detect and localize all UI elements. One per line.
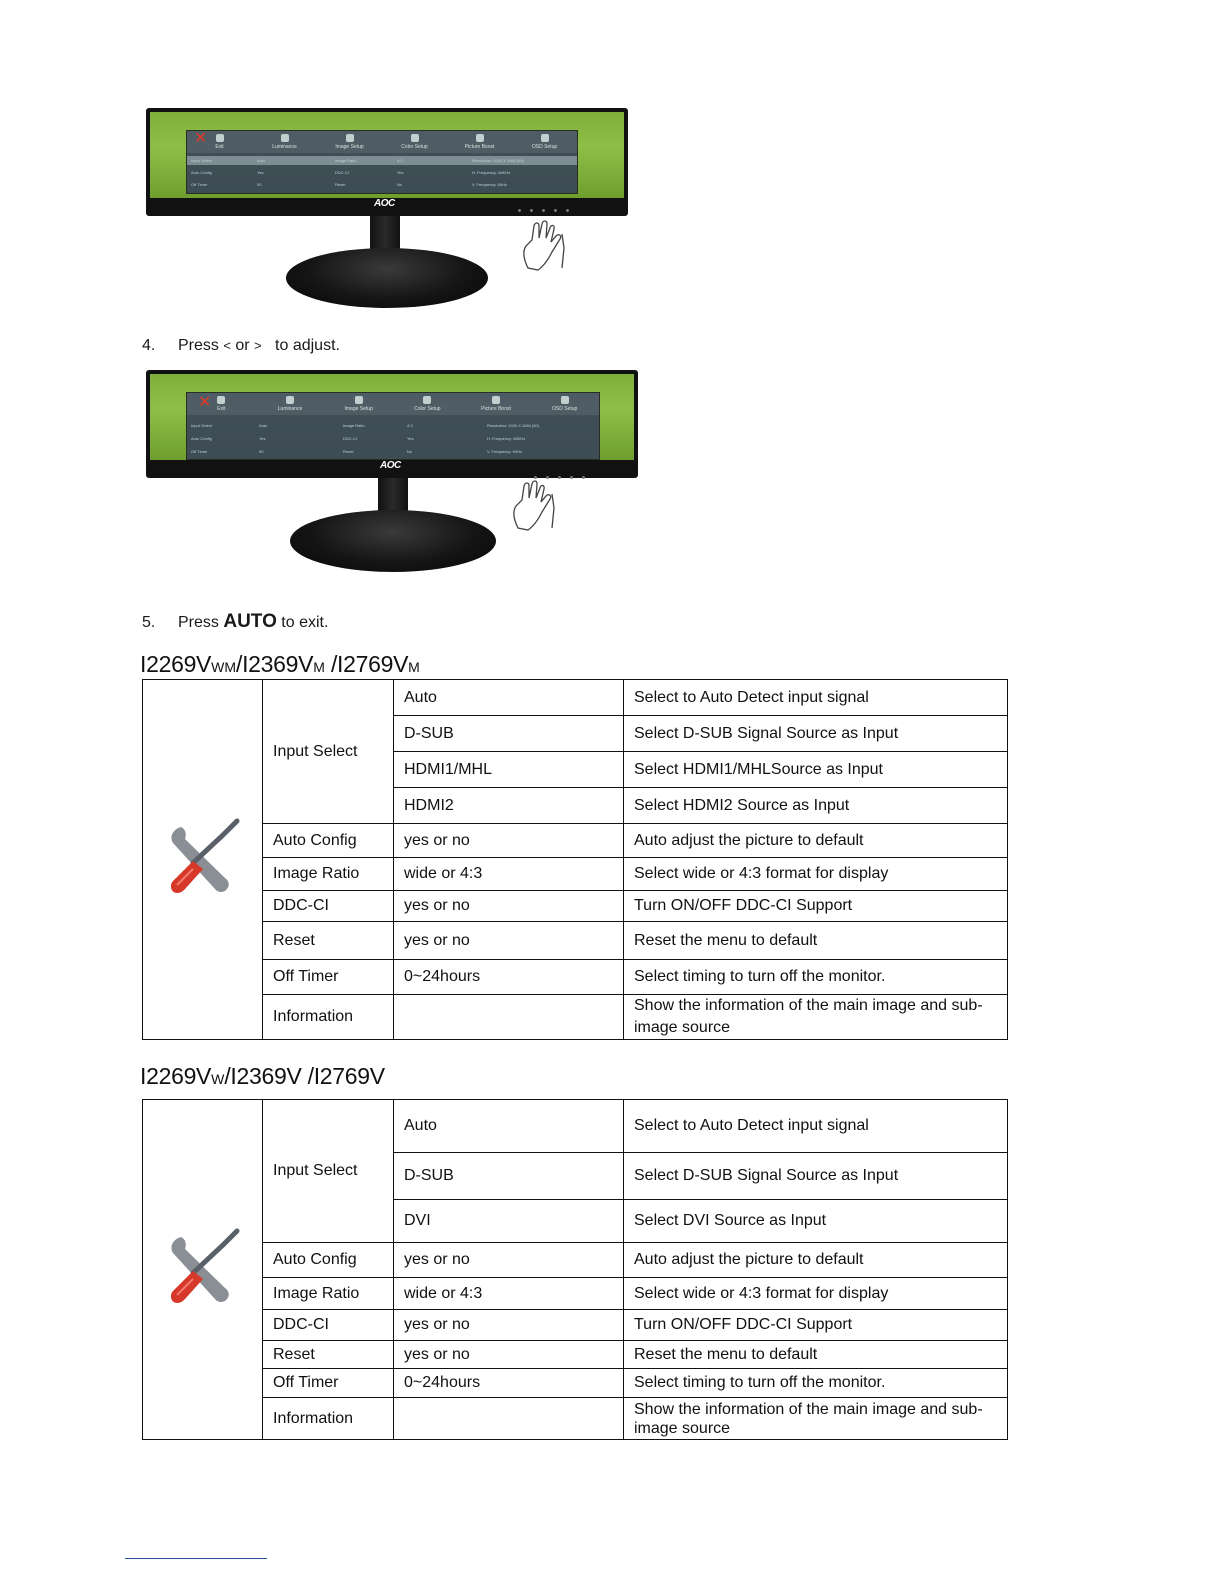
monitor-illustration-2 — [146, 370, 642, 574]
osd-menu — [186, 130, 578, 194]
setting-cell: Information — [263, 995, 394, 1040]
desc-cell: Turn ON/OFF DDC-CI Support — [624, 891, 1008, 922]
desc-cell: Auto adjust the picture to default — [624, 824, 1008, 858]
table-row — [143, 1369, 1008, 1398]
step-text: to exit. — [281, 614, 329, 631]
osd-row — [187, 447, 599, 456]
table-row — [143, 922, 1008, 960]
hand-icon — [508, 478, 560, 534]
option-cell — [394, 995, 624, 1040]
osd-tab-luminance: Luminance — [252, 131, 317, 153]
table-row — [143, 1398, 1008, 1440]
osd-cell: Input Select — [191, 423, 213, 428]
desc-cell: Select DVI Source as Input — [624, 1200, 1008, 1243]
osd-cell: Auto Config — [191, 436, 212, 441]
step-text: or — [235, 337, 250, 354]
heading-part: /I2769V — [324, 651, 409, 677]
osd-cell: Image Ratio — [335, 158, 357, 163]
osd-cell: Auto — [259, 423, 268, 428]
heading-subscript: W — [211, 1071, 225, 1087]
osd-cell: H. Frequency: 66KHz — [472, 170, 511, 175]
osd-menu — [186, 392, 600, 460]
desc-cell: Show the information of the main image and sub-image source — [624, 995, 1008, 1040]
setting-cell: DDC-CI — [263, 1310, 394, 1341]
setting-cell: Reset — [263, 922, 394, 960]
option-cell — [394, 1398, 624, 1440]
setting-cell: Reset — [263, 1341, 394, 1369]
option-cell: HDMI1/MHL — [394, 752, 624, 788]
osd-tab-image-setup: Image Setup — [324, 393, 393, 415]
hand-icon — [518, 218, 570, 274]
osd-cell: Resolution: 1920 X 1080 (60) — [487, 423, 540, 428]
osd-tab-color-setup: Color Setup — [382, 131, 447, 153]
osd-cell: V. Frequency: 60Hz — [487, 449, 522, 454]
section-2-heading — [140, 1063, 385, 1090]
desc-cell: Select to Auto Detect input signal — [624, 1100, 1008, 1153]
setting-cell: Input Select — [263, 680, 394, 824]
monitor-illustration-1 — [146, 108, 630, 308]
osd-tab-picture-boost: Picture Boost — [447, 131, 512, 153]
desc-cell: Select to Auto Detect input signal — [624, 680, 1008, 716]
desc-cell: Reset the menu to default — [624, 1341, 1008, 1369]
setting-cell: Auto Config — [263, 1243, 394, 1278]
osd-row — [187, 156, 577, 165]
osd-cell: 4:3 — [397, 158, 403, 163]
setting-cell: Auto Config — [263, 824, 394, 858]
desc-cell: Select D-SUB Signal Source as Input — [624, 716, 1008, 752]
table-row — [143, 995, 1008, 1040]
table-row — [143, 891, 1008, 922]
option-cell: yes or no — [394, 1243, 624, 1278]
setting-cell: Off Timer — [263, 1369, 394, 1398]
heading-part: /I2369V — [236, 651, 314, 677]
tools-icon-cell — [143, 680, 263, 1040]
setting-cell: Image Ratio — [263, 1278, 394, 1310]
footnote-divider — [125, 1558, 267, 1559]
setting-cell: Image Ratio — [263, 858, 394, 891]
auto-key: AUTO — [223, 611, 277, 632]
osd-tab-osd-setup: OSD Setup — [512, 131, 577, 153]
step-4 — [142, 337, 340, 355]
option-cell: 0~24hours — [394, 960, 624, 995]
settings-table-1 — [142, 679, 1008, 1040]
tools-icon-cell — [143, 1100, 263, 1440]
option-cell: D-SUB — [394, 716, 624, 752]
table-row — [143, 1100, 1008, 1153]
monitor-base — [290, 510, 496, 572]
table-row — [143, 1243, 1008, 1278]
osd-cell: 4:3 — [407, 423, 413, 428]
tools-icon — [163, 1225, 243, 1309]
heading-subscript: M — [408, 659, 420, 675]
osd-cell: Yes — [259, 436, 266, 441]
tools-icon — [163, 815, 243, 899]
osd-cell: 00 — [259, 449, 264, 454]
osd-tab-picture-boost: Picture Boost — [462, 393, 531, 415]
osd-cell: DDC-CI — [335, 170, 349, 175]
osd-cell: 00 — [257, 182, 262, 187]
option-cell: DVI — [394, 1200, 624, 1243]
heading-part: I2269V — [140, 651, 212, 677]
osd-cell: No — [407, 449, 413, 454]
osd-tab-color-setup: Color Setup — [393, 393, 462, 415]
setting-cell: Information — [263, 1398, 394, 1440]
desc-cell: Select timing to turn off the monitor. — [624, 960, 1008, 995]
osd-cell: Resolution: 1920 X 1080 (60) — [472, 158, 525, 163]
osd-tab-exit: Exit — [187, 131, 252, 153]
bezel-buttons — [518, 209, 569, 212]
heading-subscript: M — [313, 659, 325, 675]
table-row — [143, 858, 1008, 891]
osd-tools-icon: ✕ — [194, 130, 208, 147]
desc-cell: Turn ON/OFF DDC-CI Support — [624, 1310, 1008, 1341]
osd-cell: Off Timer — [191, 449, 208, 454]
table-row — [143, 960, 1008, 995]
osd-cell: Auto Config — [191, 170, 212, 175]
option-cell: yes or no — [394, 1341, 624, 1369]
osd-cell: Input Select — [191, 158, 213, 163]
osd-row — [187, 168, 577, 177]
monitor-base — [286, 248, 488, 308]
option-cell: wide or 4:3 — [394, 858, 624, 891]
osd-cell: Image Ratio — [343, 423, 365, 428]
osd-cell: Yes — [257, 170, 264, 175]
step-text: Press — [178, 337, 219, 354]
setting-cell: Input Select — [263, 1100, 394, 1243]
table-row — [143, 680, 1008, 716]
desc-cell: Show the information of the main image and sub-image source — [624, 1398, 1008, 1440]
osd-cell: H. Frequency: 66KHz — [487, 436, 526, 441]
desc-cell: Select HDMI1/MHLSource as Input — [624, 752, 1008, 788]
osd-tab-image-setup: Image Setup — [317, 131, 382, 153]
option-cell: D-SUB — [394, 1153, 624, 1200]
table-row — [143, 1310, 1008, 1341]
step-number: 4. — [142, 337, 156, 354]
step-5 — [142, 611, 328, 633]
heading-subscript: WM — [211, 659, 236, 675]
option-cell: yes or no — [394, 922, 624, 960]
osd-cell: Off Timer — [191, 182, 208, 187]
aoc-logo: AOC — [374, 198, 395, 209]
section-1-heading — [140, 651, 420, 678]
osd-row — [187, 421, 599, 430]
desc-cell: Select HDMI2 Source as Input — [624, 788, 1008, 824]
setting-cell: Off Timer — [263, 960, 394, 995]
osd-tab-exit: Exit — [187, 393, 256, 415]
osd-tools-icon: ✕ — [198, 394, 212, 411]
option-cell: wide or 4:3 — [394, 1278, 624, 1310]
osd-cell: Auto — [257, 158, 266, 163]
osd-cell: Reset — [343, 449, 354, 454]
heading-part: /I2369V /I2769V — [224, 1063, 385, 1089]
step-text: Press — [178, 614, 219, 631]
osd-cell: Yes — [407, 436, 414, 441]
option-cell: yes or no — [394, 891, 624, 922]
settings-table-2 — [142, 1099, 1008, 1440]
osd-row — [187, 434, 599, 443]
step-text: to adjust. — [275, 337, 340, 354]
table-row — [143, 1341, 1008, 1369]
setting-cell: DDC-CI — [263, 891, 394, 922]
option-cell: Auto — [394, 1100, 624, 1153]
osd-tab-luminance: Luminance — [256, 393, 325, 415]
option-cell: yes or no — [394, 824, 624, 858]
option-cell: yes or no — [394, 1310, 624, 1341]
osd-cell: Reset — [335, 182, 346, 187]
osd-tabs — [187, 393, 599, 415]
osd-cell: Yes — [397, 170, 404, 175]
desc-cell: Select wide or 4:3 format for display — [624, 858, 1008, 891]
osd-cell: No — [397, 182, 403, 187]
option-cell: HDMI2 — [394, 788, 624, 824]
step-number: 5. — [142, 614, 156, 631]
desc-cell: Select wide or 4:3 format for display — [624, 1278, 1008, 1310]
osd-cell: DDC-CI — [343, 436, 357, 441]
desc-cell: Select D-SUB Signal Source as Input — [624, 1153, 1008, 1200]
desc-cell: Select timing to turn off the monitor. — [624, 1369, 1008, 1398]
aoc-logo: AOC — [380, 460, 401, 471]
osd-tabs — [187, 131, 577, 153]
table-row — [143, 1278, 1008, 1310]
osd-row — [187, 180, 577, 189]
heading-part: I2269V — [140, 1063, 212, 1089]
key-left: < — [223, 338, 231, 353]
option-cell: 0~24hours — [394, 1369, 624, 1398]
option-cell: Auto — [394, 680, 624, 716]
osd-cell: V. Frequency: 60Hz — [472, 182, 507, 187]
desc-cell: Reset the menu to default — [624, 922, 1008, 960]
osd-tab-osd-setup: OSD Setup — [530, 393, 599, 415]
table-row — [143, 824, 1008, 858]
key-right: > — [254, 338, 262, 353]
desc-cell: Auto adjust the picture to default — [624, 1243, 1008, 1278]
